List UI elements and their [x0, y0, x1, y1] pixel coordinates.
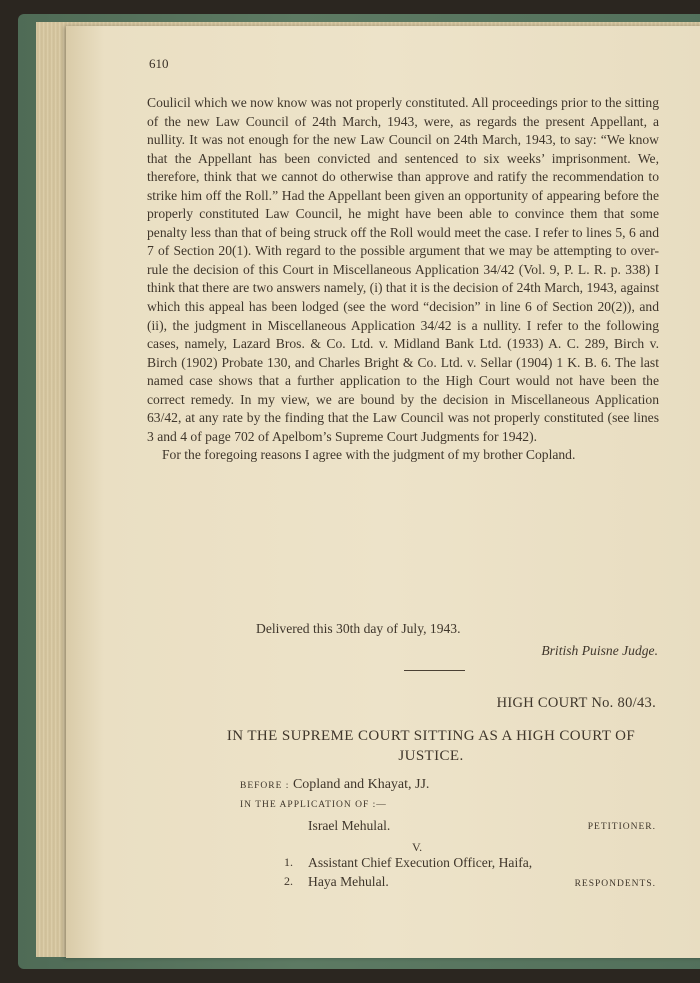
section-divider: [404, 670, 465, 671]
court-title: IN THE SUPREME COURT SITTING AS A HIGH COURT OF JUSTICE.: [226, 728, 636, 764]
respondent-name: Assistant Chief Execution Officer, Haifa,: [308, 855, 533, 870]
application-of-label: IN THE APPLICATION OF :—: [240, 800, 387, 810]
respondent-number: 1.: [284, 855, 293, 869]
respondent-name: Haya Mehulal.: [308, 874, 389, 889]
paragraph: For the foregoing reasons I agree with the judgment of my brother Copland.: [162, 447, 576, 463]
petitioner-name: Israel Mehulal.: [308, 818, 391, 833]
petitioner-role: PETITIONER.: [587, 822, 656, 832]
delivery-date: Delivered this 30th day of July, 1943.: [256, 621, 461, 636]
judge-signature: British Puisne Judge.: [541, 643, 658, 658]
respondents-role: RESPONDENTS.: [574, 879, 656, 889]
case-number: HIGH COURT No. 80/43.: [496, 695, 656, 711]
page-number: 610: [149, 56, 169, 71]
bench: [240, 777, 429, 793]
paragraph: Coulicil which we now know was not properly constituted. All proceedings prior to the sitting of the new Law Council of 24th March, 1943, were, as regards the present Appellant, a nullity. It was not enough for the new Law Council on 24th March, 1943, to say: “We know that the Appellant has been convicted and sentenced to six weeks’ imprisonment. We, therefore, think that we cannot do otherwise than approve and ratify the recommendation to strike him off the Roll.” Had the Appellant been given an opportunity of appearing before the properly constituted Law Council, he might have been able to convince them that some penalty less than that of being struck off the Roll would meet the case. I refer to lines 5, 6 and 7 of Section 20(1). With regard to the possible argument that we may be attempting to over-rule the decision of this Court in Miscellaneous Application 34/42 (Vol. 9, P. L. R. p. 338) I think that there are two answers namely, (i) that it is the decision of 24th March, 1943, against which this appeal has been lodged (see the word “decision” in line 6 of Section 20(2)), and (ii), the judgment in Miscellaneous Application 34/42 is a nullity. I refer to the following cases, namely, Lazard Bros. & Co. Ltd. v. Midland Bank Ltd. (1933) A. C. 289, Birch v. Birch (1902) Probate 130, and Charles Bright & Co. Ltd. v. Sellar (1904) 1 K. B. 6. The last named case shows that a further application to the High Court would not have been the correct remedy. In my view, we are bound by the decision in Miscellaneous Application 63/42, at any rate by the finding that the Law Council was not properly constituted (see lines 3 and 4 of page 702 of Apelbom’s Supreme Court Judgments for 1942).: [147, 95, 659, 444]
judges: Copland and Khayat, JJ.: [292, 777, 430, 792]
versus: V.: [412, 840, 423, 854]
before-label: BEFORE :: [240, 781, 290, 791]
judgment-text: [147, 94, 659, 465]
respondent-number: 2.: [284, 874, 293, 888]
